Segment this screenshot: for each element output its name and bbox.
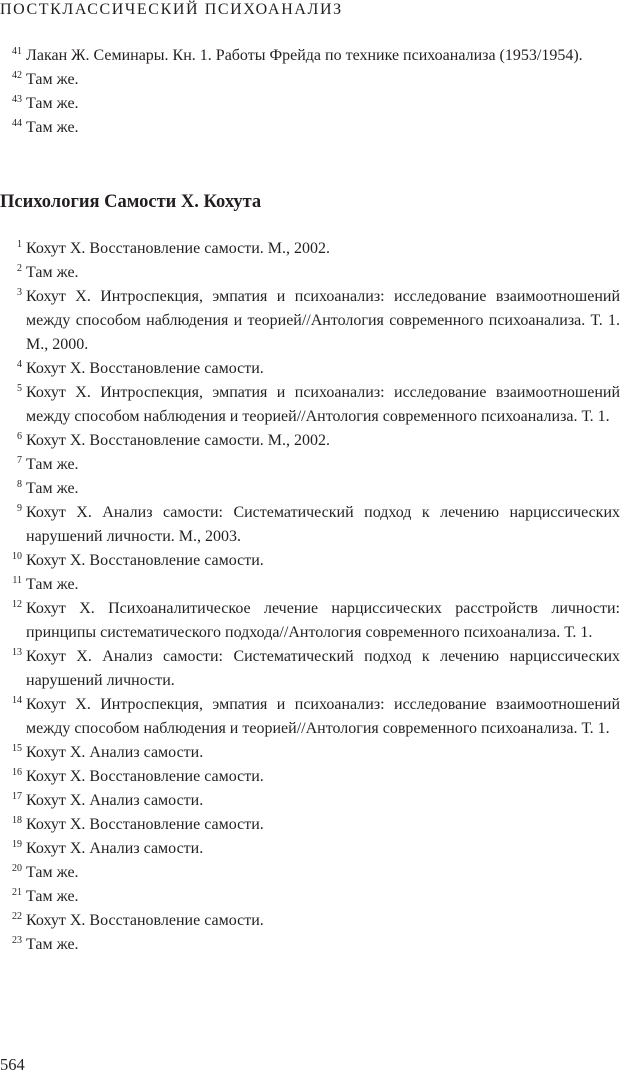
endnote-number: 17 — [12, 791, 22, 802]
endnote-text: Там же. — [26, 456, 79, 473]
endnote-number: 2 — [17, 263, 22, 274]
endnote-text: Там же. — [26, 71, 79, 88]
endnote — [0, 357, 620, 381]
endnote-text: Там же. — [26, 480, 79, 497]
endnote-text: Там же. — [26, 95, 79, 112]
notes-list-main — [0, 237, 620, 957]
endnote-number: 21 — [12, 887, 22, 898]
endnote-number: 4 — [17, 359, 22, 370]
running-head: ПОСТКЛАССИЧЕСКИЙ ПСИХОАНАЛИЗ — [0, 1, 343, 18]
endnote-number: 10 — [12, 551, 22, 562]
endnote-text: Там же. — [26, 936, 79, 953]
endnote-text: Кохут Х. Восстановление самости. — [26, 552, 264, 569]
notes-list-top — [0, 44, 620, 140]
endnote-text: Кохут Х. Восстановление самости. — [26, 768, 264, 785]
endnote — [0, 573, 620, 597]
endnote-number: 12 — [12, 599, 22, 610]
endnote-number: 3 — [17, 287, 22, 298]
endnote-number: 11 — [12, 575, 22, 586]
endnote-text: Кохут Х. Анализ самости. — [26, 744, 204, 761]
endnote-text: Кохут Х. Восстановление самости. — [26, 816, 264, 833]
endnote — [0, 885, 620, 909]
endnote-text: Кохут Х. Восстановление самости. — [26, 912, 264, 929]
endnote — [0, 789, 620, 813]
endnote — [0, 549, 620, 573]
endnote-number: 15 — [12, 743, 22, 754]
endnote-text: Лакан Ж. Семинары. Кн. 1. Работы Фрейда по технике психоанализа (1953/1954). — [26, 47, 583, 64]
endnote — [0, 429, 620, 453]
endnote-number: 14 — [12, 695, 22, 706]
endnote-number: 44 — [12, 118, 22, 129]
endnote-text: Там же. — [26, 264, 79, 281]
endnote-text: Кохут Х. Восстановление самости. М., 2002. — [26, 432, 330, 449]
endnote-text: Кохут Х. Интроспекция, эмпатия и психоанализ: исследование взаимоотношений между способом наблюдения и теорией//Антология современного психоанализа. Т. 1. — [26, 696, 620, 737]
endnote-number: 6 — [17, 431, 22, 442]
endnote-number: 5 — [17, 383, 22, 394]
endnote-number: 1 — [17, 239, 22, 250]
endnote — [0, 477, 620, 501]
endnote-number: 20 — [12, 863, 22, 874]
endnote — [0, 68, 620, 92]
endnote — [0, 381, 620, 429]
endnote-number: 16 — [12, 767, 22, 778]
endnote — [0, 597, 620, 645]
endnote — [0, 92, 620, 116]
endnote — [0, 501, 620, 549]
endnote — [0, 285, 620, 357]
endnote-text: Там же. — [26, 119, 79, 136]
endnote-text: Кохут Х. Интроспекция, эмпатия и психоанализ: исследование взаимоотношений между способом наблюдения и теорией//Антология современного психоанализа. Т. 1. — [26, 384, 620, 425]
endnote-number: 23 — [12, 935, 22, 946]
endnote-text: Кохут Х. Анализ самости. — [26, 840, 204, 857]
endnote-text: Кохут Х. Восстановление самости. — [26, 360, 264, 377]
endnote-text: Там же. — [26, 888, 79, 905]
endnote — [0, 44, 620, 68]
endnote-number: 19 — [12, 839, 22, 850]
endnote-text: Кохут Х. Анализ самости: Систематический подход к лечению нарциссических нарушений личности. — [26, 648, 620, 689]
endnote-number: 7 — [17, 455, 22, 466]
endnote-number: 13 — [12, 647, 22, 658]
endnote — [0, 861, 620, 885]
endnote-text: Там же. — [26, 576, 79, 593]
endnote — [0, 453, 620, 477]
endnote-number: 22 — [12, 911, 22, 922]
endnote-number: 41 — [12, 46, 22, 57]
endnote-number: 9 — [17, 503, 22, 514]
endnote — [0, 765, 620, 789]
endnote-number: 43 — [12, 94, 22, 105]
endnote-number: 42 — [12, 70, 22, 81]
endnote — [0, 933, 620, 957]
endnote-text: Кохут Х. Анализ самости: Систематический подход к лечению нарциссических нарушений личности. М., 2003. — [26, 504, 620, 545]
endnote — [0, 116, 620, 140]
endnote — [0, 909, 620, 933]
endnote-text: Кохут Х. Восстановление самости. М., 2002. — [26, 240, 330, 257]
endnote — [0, 741, 620, 765]
endnote-text: Кохут Х. Анализ самости. — [26, 792, 204, 809]
endnote — [0, 237, 620, 261]
endnote — [0, 813, 620, 837]
endnote-number: 8 — [17, 479, 22, 490]
endnote-text: Кохут Х. Психоаналитическое лечение нарциссических расстройств личности: принципы систематического подхода//Антология современного психоанализа. Т. 1. — [26, 600, 620, 641]
endnote-number: 18 — [12, 815, 22, 826]
endnote-text: Там же. — [26, 864, 79, 881]
section-title: Психология Самости Х. Кохута — [0, 192, 262, 212]
endnote — [0, 837, 620, 861]
endnote — [0, 261, 620, 285]
endnote-text: Кохут Х. Интроспекция, эмпатия и психоанализ: исследование взаимоотношений между способом наблюдения и теорией//Антология современного психоанализа. Т. 1. М., 2000. — [26, 288, 620, 353]
endnote — [0, 645, 620, 693]
endnote — [0, 693, 620, 741]
page-number: 564 — [0, 1055, 25, 1074]
